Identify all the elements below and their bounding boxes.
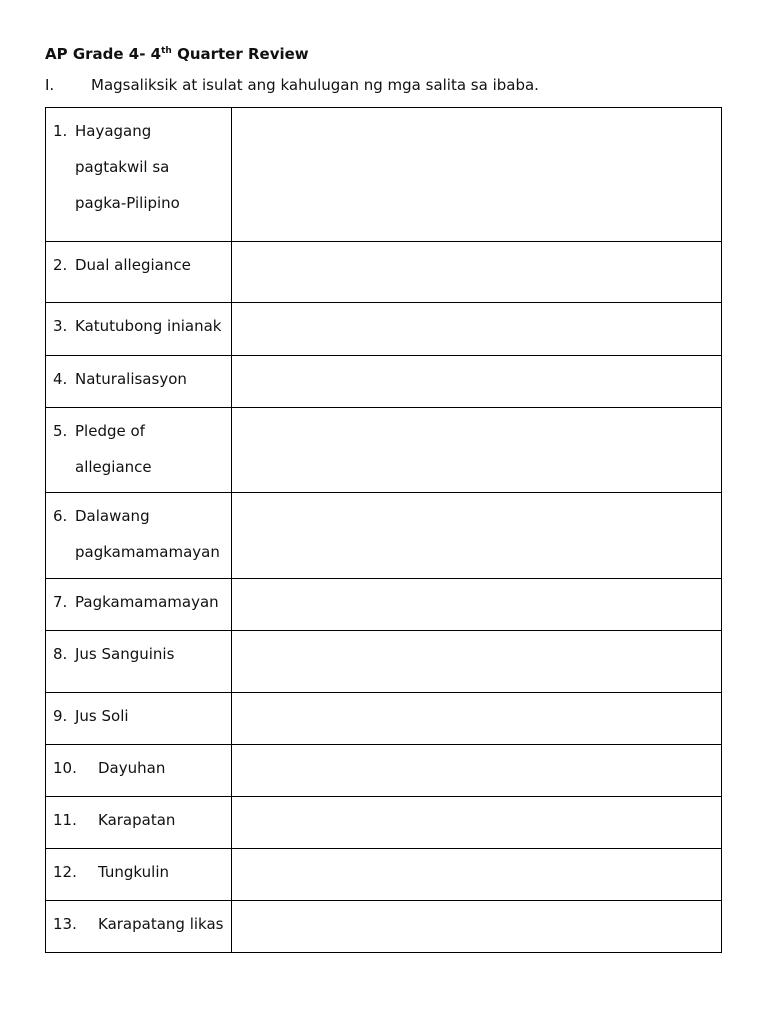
answer-cell[interactable] bbox=[232, 242, 722, 303]
term-text bbox=[98, 811, 231, 829]
table-row bbox=[46, 303, 722, 356]
term-cell bbox=[46, 408, 232, 493]
table-row bbox=[46, 356, 722, 408]
term-cell bbox=[46, 745, 232, 797]
term-line: Jus Soli bbox=[75, 707, 129, 725]
answer-cell[interactable] bbox=[232, 849, 722, 901]
term-number: 9. bbox=[53, 707, 68, 725]
term-cell bbox=[46, 693, 232, 745]
term-content bbox=[46, 797, 231, 829]
term-text bbox=[75, 122, 231, 212]
document-title bbox=[45, 44, 309, 64]
term-text bbox=[75, 422, 231, 476]
term-number: 3. bbox=[53, 317, 68, 335]
answer-cell[interactable] bbox=[232, 356, 722, 408]
answer-cell[interactable] bbox=[232, 631, 722, 693]
term-content bbox=[46, 493, 231, 561]
table-row bbox=[46, 745, 722, 797]
term-content bbox=[46, 242, 231, 274]
term-text bbox=[75, 593, 231, 611]
term-content bbox=[46, 745, 231, 777]
table-row bbox=[46, 901, 722, 953]
vocabulary-table-body bbox=[46, 108, 722, 953]
term-line: pagkamamamayan bbox=[75, 543, 220, 561]
vocabulary-table bbox=[45, 107, 722, 953]
term-text bbox=[75, 645, 231, 663]
table-row bbox=[46, 693, 722, 745]
term-number: 13. bbox=[53, 915, 77, 933]
term-line: Hayagang bbox=[75, 122, 152, 140]
term-line: Karapatan bbox=[98, 811, 176, 829]
term-text bbox=[75, 317, 231, 335]
table-row bbox=[46, 242, 722, 303]
term-number: 12. bbox=[53, 863, 77, 881]
term-cell bbox=[46, 901, 232, 953]
term-text bbox=[75, 707, 231, 725]
term-cell bbox=[46, 108, 232, 242]
term-content bbox=[46, 693, 231, 725]
answer-cell[interactable] bbox=[232, 901, 722, 953]
term-line: Naturalisasyon bbox=[75, 370, 187, 388]
title-rest: Quarter Review bbox=[171, 45, 309, 63]
term-line: Karapatang likas bbox=[98, 915, 224, 933]
answer-cell[interactable] bbox=[232, 108, 722, 242]
answer-cell[interactable] bbox=[232, 493, 722, 579]
term-text bbox=[98, 915, 231, 933]
term-number: 6. bbox=[53, 507, 68, 525]
term-content bbox=[46, 631, 231, 663]
answer-cell[interactable] bbox=[232, 693, 722, 745]
title-main: AP Grade 4- 4 bbox=[45, 45, 162, 63]
term-cell bbox=[46, 631, 232, 693]
term-number: 2. bbox=[53, 256, 68, 274]
term-number: 8. bbox=[53, 645, 68, 663]
term-number: 10. bbox=[53, 759, 77, 777]
table-row bbox=[46, 631, 722, 693]
term-content bbox=[46, 408, 231, 476]
term-content bbox=[46, 356, 231, 388]
term-number: 5. bbox=[53, 422, 68, 440]
term-line: pagtakwil sa bbox=[75, 158, 170, 176]
table-row bbox=[46, 797, 722, 849]
term-line: Dalawang bbox=[75, 507, 150, 525]
term-line: Jus Sanguinis bbox=[75, 645, 175, 663]
answer-cell[interactable] bbox=[232, 579, 722, 631]
table-row bbox=[46, 108, 722, 242]
table-row bbox=[46, 849, 722, 901]
term-line: Pagkamamamayan bbox=[75, 593, 219, 611]
term-cell bbox=[46, 303, 232, 356]
term-cell bbox=[46, 797, 232, 849]
answer-cell[interactable] bbox=[232, 797, 722, 849]
term-content bbox=[46, 108, 231, 212]
title-superscript: th bbox=[161, 46, 172, 56]
term-cell bbox=[46, 849, 232, 901]
term-number: 1. bbox=[53, 122, 68, 140]
table-row bbox=[46, 408, 722, 493]
term-line: Dayuhan bbox=[98, 759, 166, 777]
term-content bbox=[46, 579, 231, 611]
term-cell bbox=[46, 356, 232, 408]
instruction-numeral: I. bbox=[45, 76, 55, 94]
term-cell bbox=[46, 493, 232, 579]
term-content bbox=[46, 901, 231, 933]
term-cell bbox=[46, 242, 232, 303]
answer-cell[interactable] bbox=[232, 745, 722, 797]
instruction bbox=[45, 75, 539, 95]
term-line: Katutubong inianak bbox=[75, 317, 222, 335]
term-text bbox=[75, 256, 231, 274]
answer-cell[interactable] bbox=[232, 303, 722, 356]
term-number: 7. bbox=[53, 593, 68, 611]
answer-cell[interactable] bbox=[232, 408, 722, 493]
term-cell bbox=[46, 579, 232, 631]
term-text bbox=[98, 759, 231, 777]
term-line: pagka-Pilipino bbox=[75, 194, 180, 212]
table-row bbox=[46, 579, 722, 631]
table-row bbox=[46, 493, 722, 579]
term-number: 11. bbox=[53, 811, 77, 829]
term-number: 4. bbox=[53, 370, 68, 388]
term-text bbox=[75, 370, 231, 388]
term-content bbox=[46, 303, 231, 335]
term-line: Pledge of bbox=[75, 422, 145, 440]
term-line: Dual allegiance bbox=[75, 256, 191, 274]
term-text bbox=[75, 507, 231, 561]
instruction-text: Magsaliksik at isulat ang kahulugan ng mga salita sa ibaba. bbox=[91, 76, 539, 94]
term-content bbox=[46, 849, 231, 881]
term-line: Tungkulin bbox=[98, 863, 169, 881]
term-text bbox=[98, 863, 231, 881]
term-line: allegiance bbox=[75, 458, 152, 476]
